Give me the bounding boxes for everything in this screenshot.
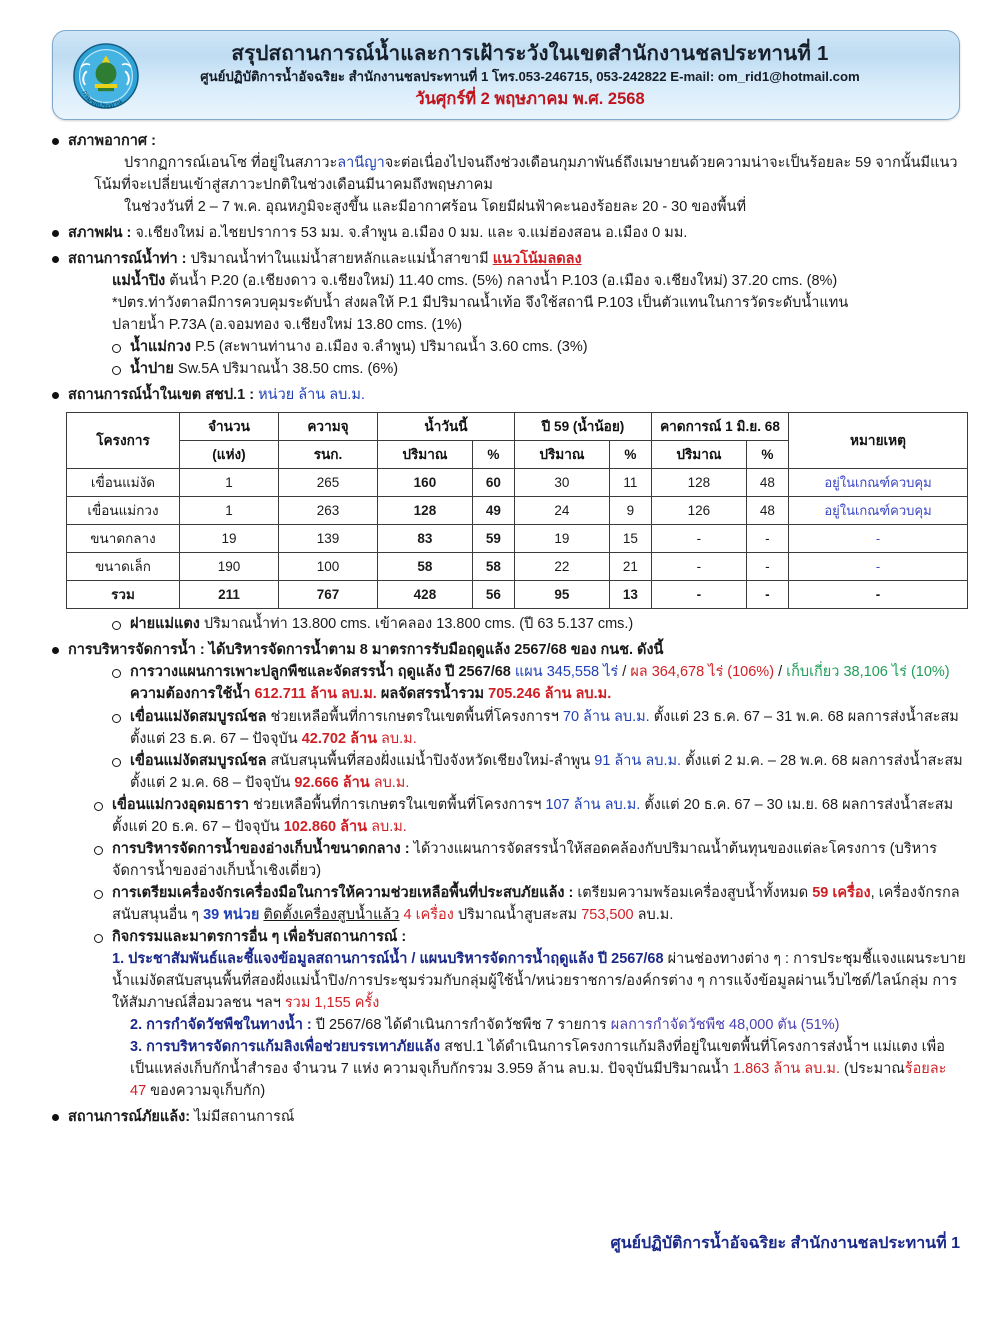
cell-fc-volume: 128 (651, 469, 746, 497)
weather-text-a: ปรากฏการณ์เอนโซ ที่อยู่ในสภาวะ (124, 155, 338, 172)
th-today-group: น้ำวันนี้ (378, 413, 515, 441)
maekuang-result-tail: ลบ.ม. (371, 818, 407, 835)
cell-count: 1 (180, 469, 279, 497)
planting-sep-1: / (622, 664, 627, 681)
sub-bullet-icon (112, 366, 121, 375)
th-count-sub: (แห่ง) (180, 441, 279, 469)
royal-irrigation-department-emblem-icon (65, 35, 147, 117)
th-capacity: ความจุ (279, 413, 378, 441)
cell-capacity: 139 (279, 525, 378, 553)
cell-remark: - (789, 525, 968, 553)
planting-title: การวางแผนการเพาะปลูกพืชและจัดสรรน้ำ ฤดูแล้ง ปี 2567/68 (130, 664, 511, 681)
cell-y59-volume: 24 (514, 497, 609, 525)
section-drought (52, 1106, 966, 1128)
demand-label: ความต้องการใช้น้ำ (130, 686, 251, 703)
sub-bullet-icon (94, 802, 103, 811)
machinery-text-d: ลบ.ม. (637, 906, 674, 923)
th-count: จำนวน (180, 413, 279, 441)
drought-heading: สถานการณ์ภัยแล้ง: (68, 1109, 191, 1126)
cell-total-today-percent: 56 (472, 581, 514, 609)
management-item-maekuang (94, 794, 966, 838)
weir-label: ฝายแม่แตง (130, 616, 200, 633)
cell-capacity: 263 (279, 497, 378, 525)
cell-count: 190 (180, 553, 279, 581)
planting-harvest: เก็บเกี่ยว 38,106 ไร่ (10%) (786, 664, 950, 681)
other-item-2 (130, 1014, 966, 1036)
cell-total-capacity: 767 (279, 581, 378, 609)
th-y59-percent: % (609, 441, 651, 469)
other-1-body: ผ่านช่องทางต่าง ๆ : การประชุมชี้แจงแผนระบายน้ำแม่งัดสนับสนุนพื้นที่สองฝั่งแม่น้ำปิง/การประชุมร่วมกับกลุ่มผู้ใช้น้ำ/หน่วยราชการ/องค์กรต่าง ๆ การแจ้งข้อมูลผ่านเว็บไซต์/ไลน์กลุ่ม การให้สัมภาษณ์สื่อมวลชน ฯลฯ (112, 950, 966, 1011)
planting-result: ผล 364,678 ไร่ (106%) (630, 664, 775, 681)
cell-capacity: 265 (279, 469, 378, 497)
cell-today-percent: 49 (472, 497, 514, 525)
kwang-label: น้ำแม่กวง (130, 339, 191, 356)
report-page (0, 30, 1000, 1318)
cell-fc-volume: 126 (651, 497, 746, 525)
cell-total-y59-percent: 13 (609, 581, 651, 609)
cell-capacity: 100 (279, 553, 378, 581)
svg-text:กรมชลประทาน: กรมชลประทาน (80, 88, 124, 111)
th-remark: หมายเหตุ (789, 413, 968, 469)
table-total-row (67, 581, 968, 609)
maengat1-title: เขื่อนแม่งัดสมบูรณ์ชล (130, 708, 267, 725)
medium-reservoir-text: ได้วางแผนการจัดสรรน้ำให้สอดคล้องกับปริมาณน้ำต้นทุนของแต่ละโครงการ (บริหารจัดการน้ำของอ่างเก็บน้ำเชิงเดี่ยว) (112, 840, 938, 879)
management-item-medium-reservoir (94, 838, 966, 882)
th-today-percent: % (472, 441, 514, 469)
zone-heading: สถานการณ์น้ำในเขต สชป.1 : (68, 387, 255, 404)
other-3-body-a: สชป.1 ได้ดำเนินการโครงการแก้มลิงที่อยู่ในเขตพื้นที่โครงการส่งน้ำฯ แม่แตง เพื่อเป็นแหล่งเก็บกักน้ำสำรอง จำนวน 7 แห่ง ความจุเก็บกักรวม 3.959 ล้าน ลบ.ม. ปัจจุบันมีปริมาณน้ำ (130, 1038, 945, 1077)
management-item-machinery (94, 882, 966, 926)
bullet-icon (52, 230, 59, 237)
cell-total-count: 211 (180, 581, 279, 609)
runoff-lead: ปริมาณน้ำท่าในแม่น้ำสายหลักและแม่น้ำสาขามี (190, 251, 489, 268)
cell-total-today-volume: 428 (378, 581, 473, 609)
cell-total-y59-volume: 95 (514, 581, 609, 609)
management-item-maengat-1 (112, 706, 966, 750)
cell-project: เขื่อนแม่กวง (67, 497, 180, 525)
cell-today-percent: 60 (472, 469, 514, 497)
cell-count: 1 (180, 497, 279, 525)
allocation-value: 705.246 ล้าน ลบ.ม. (488, 686, 612, 703)
maengat1-amount: 70 ล้าน ลบ.ม. (562, 708, 650, 725)
sub-bullet-icon (112, 669, 121, 678)
other-3-value: 1.863 ล้าน ลบ.ม. (733, 1061, 840, 1077)
section-runoff (52, 248, 966, 380)
cell-fc-percent: 48 (746, 469, 788, 497)
section-zone-water (52, 384, 966, 635)
weir-row (112, 613, 966, 635)
maekuang-body-a: ช่วยเหลือพื้นที่การเกษตรในเขตพื้นที่โครงการฯ (253, 796, 542, 813)
section-rain (52, 222, 966, 244)
planting-sep-2: / (778, 664, 783, 681)
other-item-3 (130, 1036, 966, 1102)
maekuang-amount: 107 ล้าน ลบ.ม. (545, 796, 641, 813)
sub-bullet-icon (112, 714, 121, 723)
rain-heading: สภาพฝน : (68, 225, 132, 242)
other-3-body-b: (ประมาณ (844, 1061, 905, 1077)
bullet-icon (52, 138, 59, 145)
runoff-downstream: ปลายน้ำ P.73A (อ.จอมทอง จ.เชียงใหม่ 13.80 cms. (1%) (112, 317, 463, 334)
runoff-pai-row (112, 358, 966, 380)
weather-lanina: ลานีญา (337, 155, 385, 172)
bullet-icon (52, 647, 59, 654)
other-3-title: 3. การบริหารจัดการแก้มลิงเพื่อช่วยบรรเทาภัยแล้ง (130, 1038, 441, 1055)
medium-reservoir-title: การบริหารจัดการน้ำของอ่างเก็บน้ำขนาดกลาง : (112, 840, 410, 857)
pai-text: Sw.5A ปริมาณน้ำ 38.50 cms. (6%) (177, 361, 399, 378)
other-2-body: ปี 2567/68 ได้ดำเนินการกำจัดวัชพืช 7 รายการ (315, 1016, 607, 1033)
cell-y59-percent: 11 (609, 469, 651, 497)
maengat1-result-tail: ลบ.ม. (381, 730, 417, 747)
cell-y59-percent: 21 (609, 553, 651, 581)
machinery-accum: 753,500 (581, 906, 634, 923)
cell-remark: อยู่ในเกณฑ์ควบคุม (789, 469, 968, 497)
cell-y59-percent: 15 (609, 525, 651, 553)
runoff-trend-badge: แนวโน้มลดลง (492, 251, 582, 268)
maengat1-body-b: ตั้งแต่ 23 ธ.ค. 67 – 31 พ.ค. 68 ผลการส่งน้ำสะสม ตั้งแต่ 23 ธ.ค. 67 – ปัจจุบัน (130, 708, 959, 747)
cell-fc-percent: - (746, 525, 788, 553)
table-row (67, 525, 968, 553)
other-title: กิจกรรมและมาตรการอื่น ๆ เพื่อรับสถานการณ์ : (112, 928, 407, 945)
weather-heading: สภาพอากาศ : (68, 133, 156, 149)
management-heading: การบริหารจัดการน้ำ : (68, 642, 205, 659)
machinery-text-b: , เครื่องจักรกลสนับสนุนอื่น ๆ (112, 884, 960, 923)
management-item-other (94, 926, 966, 948)
bullet-icon (52, 1114, 59, 1121)
maengat2-body-a: สนับสนุนพื้นที่สองฝั่งแม่น้ำปิงจังหวัดเชียงใหม่-ลำพูน (270, 752, 591, 769)
cell-y59-volume: 19 (514, 525, 609, 553)
sub-bullet-icon (112, 621, 121, 630)
weir-text: ปริมาณน้ำท่า 13.800 cms. เข้าคลอง 13.800 cms. (ปี 63 5.137 cms.) (203, 616, 634, 633)
kwang-text: P.5 (สะพานท่านาง อ.เมือง จ.ลำพูน) ปริมาณน้ำ 3.60 cms. (3%) (195, 339, 588, 356)
th-project: โครงการ (67, 413, 180, 469)
machinery-units: 39 หน่วย (203, 906, 260, 923)
cell-y59-percent: 9 (609, 497, 651, 525)
other-2-result: ผลการกำจัดวัชพืช 48,000 ตัน (51%) (610, 1016, 840, 1033)
th-today-volume: ปริมาณ (378, 441, 473, 469)
bullet-icon (52, 256, 59, 263)
other-3-body-c: ของความจุเก็บกัก) (150, 1083, 266, 1100)
report-date: วันศุกร์ที่ 2 พฤษภาคม พ.ศ. 2568 (415, 89, 645, 108)
management-item-maengat-2 (112, 750, 966, 794)
cell-total-remark: - (789, 581, 968, 609)
maengat2-result: 92.666 ล้าน (294, 774, 370, 791)
cell-today-volume: 160 (378, 469, 473, 497)
cell-y59-volume: 30 (514, 469, 609, 497)
cell-today-percent: 59 (472, 525, 514, 553)
allocation-label: ผลจัดสรรน้ำรวม (380, 686, 485, 703)
other-item-1 (112, 948, 966, 1014)
cell-project: เขื่อนแม่งัด (67, 469, 180, 497)
table-row (67, 497, 968, 525)
maengat1-body-a: ช่วยเหลือพื้นที่การเกษตรในเขตพื้นที่โครงการฯ (270, 708, 559, 725)
sub-bullet-icon (94, 846, 103, 855)
cell-fc-volume: - (651, 525, 746, 553)
maekuang-body-b: ตั้งแต่ 20 ธ.ค. 67 – 30 เม.ย. 68 ผลการส่งน้ำสะสม ตั้งแต่ 20 ธ.ค. 67 – ปัจจุบัน (112, 796, 954, 835)
ping-text: ต้นน้ำ P.20 (อ.เชียงดาว จ.เชียงใหม่) 11.40 cms. (5%) กลางน้ำ P.103 (อ.เมือง จ.เชียงใหม่) 37.20 cms. (8%) (169, 273, 838, 290)
maengat2-amount: 91 ล้าน ลบ.ม. (594, 752, 682, 769)
management-lead: ได้บริหารจัดการน้ำตาม 8 มาตรการรับมือฤดูแล้ง 2567/68 ของ กนช. ดังนี้ (208, 642, 664, 659)
water-table-wrap (66, 412, 966, 609)
management-item-planting (112, 661, 966, 705)
th-capacity-sub: รนก. (279, 441, 378, 469)
machinery-text-c: ปริมาณน้ำสูบสะสม (457, 906, 578, 923)
cell-today-volume: 83 (378, 525, 473, 553)
table-row (67, 469, 968, 497)
drought-text: ไม่มีสถานการณ์ (194, 1109, 295, 1126)
cell-total-fc-volume: - (651, 581, 746, 609)
header-subtitle: ศูนย์ปฏิบัติการน้ำอัจฉริยะ สำนักงานชลประทานที่ 1 โทร.053-246715, 053-242822 E-mail: om_rid1@hotmail.com (200, 68, 860, 84)
maengat2-result-tail: ลบ.ม. (373, 774, 410, 791)
weather-paragraph-1 (94, 152, 966, 196)
cell-today-volume: 128 (378, 497, 473, 525)
cell-today-volume: 58 (378, 553, 473, 581)
runoff-ping-line (112, 270, 966, 292)
cell-total-fc-percent: - (746, 581, 788, 609)
machinery-pumps: 59 เครื่อง (812, 884, 871, 901)
demand-value: 612.711 ล้าน ลบ.ม. (254, 686, 377, 703)
section-management (52, 639, 966, 1102)
section-weather (52, 130, 966, 218)
other-1-title: 1. ประชาสัมพันธ์และชี้แจงข้อมูลสถานการณ์น้ำ / แผนบริหารจัดการน้ำฤดูแล้ง ปี 2567/68 (112, 950, 664, 967)
cell-fc-percent: 48 (746, 497, 788, 525)
cell-project: ขนาดเล็ก (67, 553, 180, 581)
weather-paragraph-2: ในช่วงวันที่ 2 – 7 พ.ค. อุณหภูมิจะสูงขึ้น และมีอากาศร้อน โดยมีฝนฟ้าคะนองร้อยละ 20 - 30 ของพื้นที่ (124, 199, 747, 216)
cell-y59-volume: 22 (514, 553, 609, 581)
cell-remark: อยู่ในเกณฑ์ควบคุม (789, 497, 968, 525)
other-3-percent: ร้อยละ 47 (130, 1061, 947, 1100)
cell-project: ขนาดกลาง (67, 525, 180, 553)
table-header-row-1 (67, 413, 968, 441)
runoff-kwang-row (112, 336, 966, 358)
planting-plan: แผน 345,558 ไร่ (514, 664, 619, 681)
maengat2-body-b: ตั้งแต่ 2 ม.ค. – 28 พ.ค. 68 ผลการส่งน้ำสะสม ตั้งแต่ 2 ม.ค. 68 – ปัจจุบัน (130, 752, 963, 791)
runoff-star-note: *ปตร.ท่าวังตาลมีการควบคุมระดับน้ำ ส่งผลให้ P.1 มีปริมาณน้ำเท้อ จึงใช้สถานี P.103 เป็นตัวแทนในการวัดระดับน้ำแทน (112, 295, 849, 312)
machinery-title: การเตรียมเครื่องจักรเครื่องมือในการให้ความช่วยเหลือพื้นที่ประสบภัยแล้ง : (112, 884, 574, 901)
machinery-text-a: เตรียมความพร้อมเครื่องสูบน้ำทั้งหมด (577, 884, 809, 901)
cell-total-label: รวม (67, 581, 180, 609)
machinery-installed-label: ติดตั้งเครื่องสูบน้ำแล้ว (263, 906, 400, 923)
table-row (67, 553, 968, 581)
cell-fc-volume: - (651, 553, 746, 581)
footer-office-name: ศูนย์ปฏิบัติการน้ำอัจฉริยะ สำนักงานชลประทานที่ 1 (610, 1235, 960, 1252)
th-year59-group: ปี 59 (น้ำน้อย) (514, 413, 651, 441)
sub-bullet-icon (112, 344, 121, 353)
maekuang-title: เขื่อนแม่กวงอุดมธารา (112, 796, 249, 813)
header-banner (52, 30, 960, 120)
sub-bullet-icon (94, 890, 103, 899)
maengat2-title: เขื่อนแม่งัดสมบูรณ์ชล (130, 752, 267, 769)
weather-text-c: จะต่อเนื่องไปจนถึงช่วงเดือนกุมภาพันธ์ถึงเมษายนด้วยความน่าจะเป็นร้อยละ 59 จากนั้นมีแนวโน้มที่จะเปลี่ยนเข้าสู่สภาวะปกติในช่วงเดือนมีนาคมถึงพฤษภาคม (94, 155, 958, 194)
cell-remark: - (789, 553, 968, 581)
other-2-title: 2. การกำจัดวัชพืชในทางน้ำ : (130, 1016, 312, 1033)
runoff-heading: สถานการณ์น้ำท่า : (68, 251, 187, 268)
pai-label: น้ำปาย (130, 361, 174, 378)
machinery-installed-value: 4 เครื่อง (403, 906, 454, 923)
report-body (52, 130, 966, 1128)
page-title: สรุปสถานการณ์น้ำและการเฝ้าระวังในเขตสำนักงานชลประทานที่ 1 (231, 41, 829, 65)
th-fc-percent: % (746, 441, 788, 469)
rain-text: จ.เชียงใหม่ อ.ไชยปราการ 53 มม. จ.ลำพูน อ.เมือง 0 มม. และ จ.แม่ฮ่องสอน อ.เมือง 0 มม. (135, 225, 688, 242)
cell-count: 19 (180, 525, 279, 553)
maengat1-result: 42.702 ล้าน (301, 730, 378, 747)
th-fc-volume: ปริมาณ (651, 441, 746, 469)
water-situation-table (66, 412, 968, 609)
th-forecast-group: คาดการณ์ 1 มิ.ย. 68 (651, 413, 788, 441)
ping-label: แม่น้ำปิง (112, 273, 166, 290)
bullet-icon (52, 392, 59, 399)
th-y59-volume: ปริมาณ (514, 441, 609, 469)
cell-fc-percent: - (746, 553, 788, 581)
zone-unit: หน่วย ล้าน ลบ.ม. (258, 387, 365, 404)
sub-bullet-icon (94, 934, 103, 943)
maekuang-result: 102.860 ล้าน (283, 818, 368, 835)
cell-today-percent: 58 (472, 553, 514, 581)
sub-bullet-icon (112, 758, 121, 767)
other-1-total: รวม 1,155 ครั้ง (284, 994, 380, 1011)
